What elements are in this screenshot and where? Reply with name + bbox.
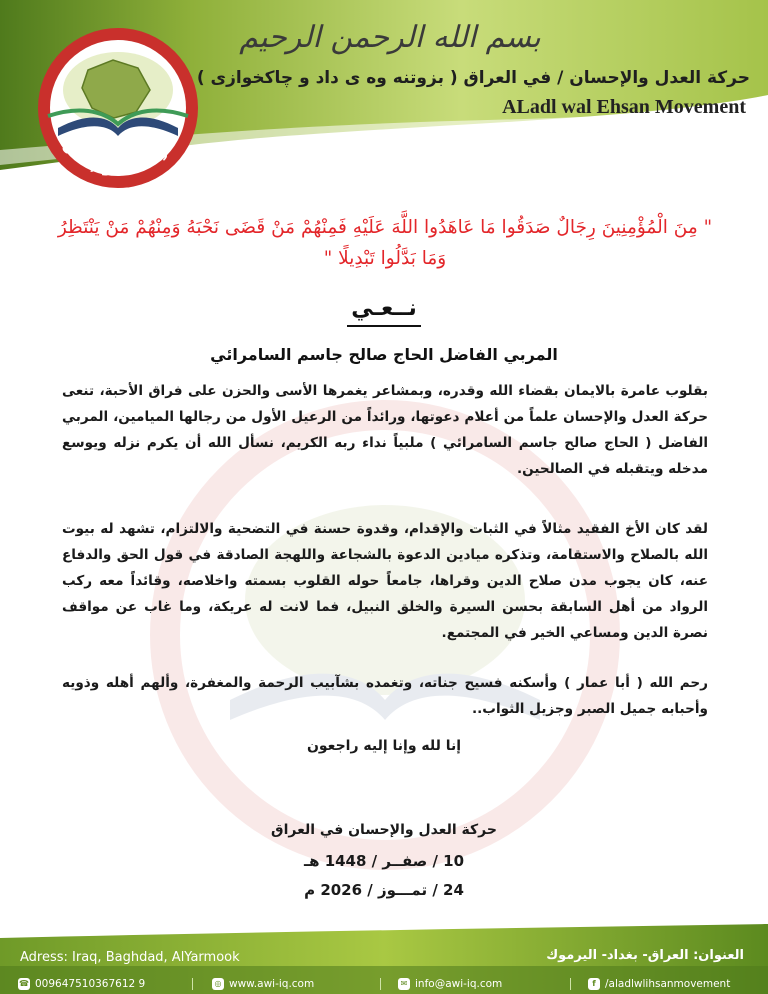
footer-facebook[interactable] (588, 974, 730, 994)
footer-address-english: Adress: Iraq, Baghdad, AlYarmook (20, 950, 240, 965)
footer-address-arabic: العنوان: العراق- بغداد- اليرموك (546, 948, 744, 963)
deceased-name: المربي الفاضل الحاج صالح جاسم السامرائي (210, 345, 558, 364)
footer-website[interactable] (212, 974, 314, 994)
footer-phone[interactable] (18, 974, 145, 994)
hijri-date: 10 / صفــر / 1448 هـ (303, 852, 465, 870)
org-name-arabic: حركة العدل والإحسان / في العراق ( بزوتنه وه ى داد و چاكخوازى ) (196, 68, 750, 88)
footer-email[interactable] (398, 974, 502, 994)
footer-divider (380, 978, 381, 990)
footer-divider (570, 978, 571, 990)
phone-icon: ☎ (19, 979, 29, 988)
signature-org: حركة العدل والإحسان في العراق (271, 822, 497, 838)
facebook-text: /aladlwlihsanmovement (605, 978, 731, 990)
footer-contacts (0, 974, 768, 994)
logo-caption: حركة العدل والإحسان (60, 139, 176, 178)
globe-icon: ◎ (212, 978, 224, 990)
paragraph-2: لقد كان الأخ الفقيد مثالاً في الثبات والإقدام، وقدوة حسنة في التضحية والالتزام، تشهد له بيوت الله بالصلاح والاستقامة، وتذكره ميادين الدعوة بالشجاعة واللهجة الصادقة في قول الحق والدفاع عنه، كان يجوب مدن صلاح الدين وقراها، جامعاً حوله القلوب بسمته واخلاصه، وقائداً معه ركب الرواد من أهل السابقة بحسن السيرة والخلق النبيل، فما لانت له عريكة، وما غاب عن مواقف نصرة الدين ومساعي الخير في المجتمع. (62, 521, 708, 641)
facebook-icon: f (588, 978, 600, 990)
email-icon: ✉ (398, 978, 410, 990)
gregorian-date: 24 / تمـــوز / 2026 م (304, 881, 464, 899)
footer-divider (192, 978, 193, 990)
paragraph-3: رحم الله ( أبا عمار ) وأسكنه فسيح جناته، وتغمده بشآبيب الرحمة والمغفرة، وألهم أهله وذويه وأحبابه جميل الصبر وجزيل الثواب.. (62, 675, 708, 717)
movement-logo (18, 20, 218, 190)
quran-verse: " مِنَ الْمُؤْمِنِينَ رِجَالٌ صَدَقُوا مَا عَاهَدُوا اللَّهَ عَلَيْهِ فَمِنْهُمْ مَنْ قَضَى نَحْبَهُ وَمِنْهُمْ مَنْ يَنْتَظِرُ وَمَا بَدَّلُوا تَبْدِيلًا " (57, 217, 713, 269)
org-name-english: ALadl wal Ehsan Movement (502, 96, 746, 118)
page-title: نــعـي (351, 296, 417, 321)
paragraph-1: بقلوب عامرة بالايمان بقضاء الله وقدره، وبمشاعر يغمرها الأسى والحزن على فراق الأحبة، تنعى حركة العدل والإحسان علماً من أعلام دعوتها، ورائداً من الرعيل الأول من رجالها الميامين، المربي الفاضل ( الحاج صالح جاسم السامرائي ) ملبياً نداء ربه الكريم، نسأل الله أن يكرم نزله ويوسع مدخله ويتقبله في الصالحين. (62, 383, 708, 477)
title-underline (347, 325, 421, 327)
bismillah-calligraphy: بسم الله الرحمن الرحيم (239, 20, 541, 55)
website-text: www.awi-iq.com (229, 978, 315, 990)
email-text: info@awi-iq.com (415, 978, 503, 990)
closing-phrase: إنا لله وإنا إليه راجعون (306, 738, 462, 754)
phone-text: 009647510367612 9 (35, 978, 146, 990)
